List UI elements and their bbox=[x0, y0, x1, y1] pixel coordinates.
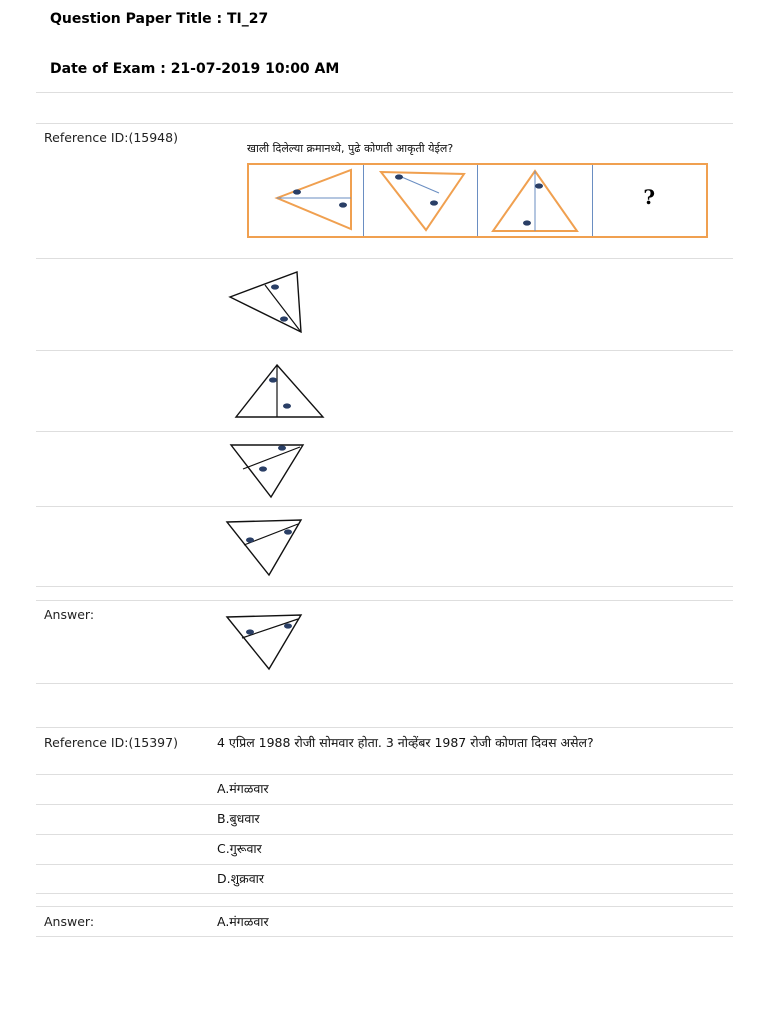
exam-date: Date of Exam : 21-07-2019 10:00 AM bbox=[50, 61, 340, 77]
divider bbox=[36, 727, 733, 728]
answer-figure bbox=[224, 611, 306, 673]
answer-label: Answer: bbox=[44, 914, 95, 929]
option-b: B.बुधवार bbox=[217, 811, 260, 826]
option-figure-4 bbox=[224, 516, 306, 580]
divider bbox=[36, 834, 733, 835]
sequence-figure-1 bbox=[249, 165, 363, 236]
divider bbox=[36, 600, 733, 601]
reference-id-label: Reference ID:(15948) bbox=[44, 130, 178, 145]
sequence-figure-missing bbox=[592, 165, 707, 236]
option-figure-2 bbox=[233, 362, 328, 422]
question-mark: ? bbox=[643, 185, 656, 209]
answer-value: A.मंगळवार bbox=[217, 914, 269, 929]
option-figure-3 bbox=[228, 440, 308, 502]
answer-label: Answer: bbox=[44, 607, 95, 622]
divider bbox=[36, 123, 733, 124]
divider bbox=[36, 92, 733, 93]
option-a: A.मंगळवार bbox=[217, 781, 269, 796]
divider bbox=[36, 804, 733, 805]
divider bbox=[36, 936, 733, 937]
question-prompt: खाली दिलेल्या क्रमानध्ये, पुढे कोणती आकृती येईल? bbox=[247, 142, 454, 155]
divider bbox=[36, 774, 733, 775]
sequence-figure-3 bbox=[477, 165, 592, 236]
divider bbox=[36, 906, 733, 907]
divider bbox=[36, 258, 733, 259]
option-c: C.गुरूवार bbox=[217, 841, 262, 856]
figure-sequence-strip bbox=[247, 163, 708, 238]
divider bbox=[36, 586, 733, 587]
option-figure-1 bbox=[228, 268, 308, 338]
sequence-figure-2 bbox=[363, 165, 478, 236]
reference-id-label: Reference ID:(15397) bbox=[44, 735, 178, 750]
divider bbox=[36, 893, 733, 894]
divider bbox=[36, 431, 733, 432]
question-paper-title: Question Paper Title : TI_27 bbox=[50, 11, 269, 27]
question-prompt: 4 एप्रिल 1988 रोजी सोमवार होता. 3 नोव्हेंबर 1987 रोजी कोणता दिवस असेल? bbox=[217, 735, 594, 750]
option-d: D.शुक्रवार bbox=[217, 871, 264, 886]
divider bbox=[36, 506, 733, 507]
divider bbox=[36, 350, 733, 351]
divider bbox=[36, 683, 733, 684]
divider bbox=[36, 864, 733, 865]
